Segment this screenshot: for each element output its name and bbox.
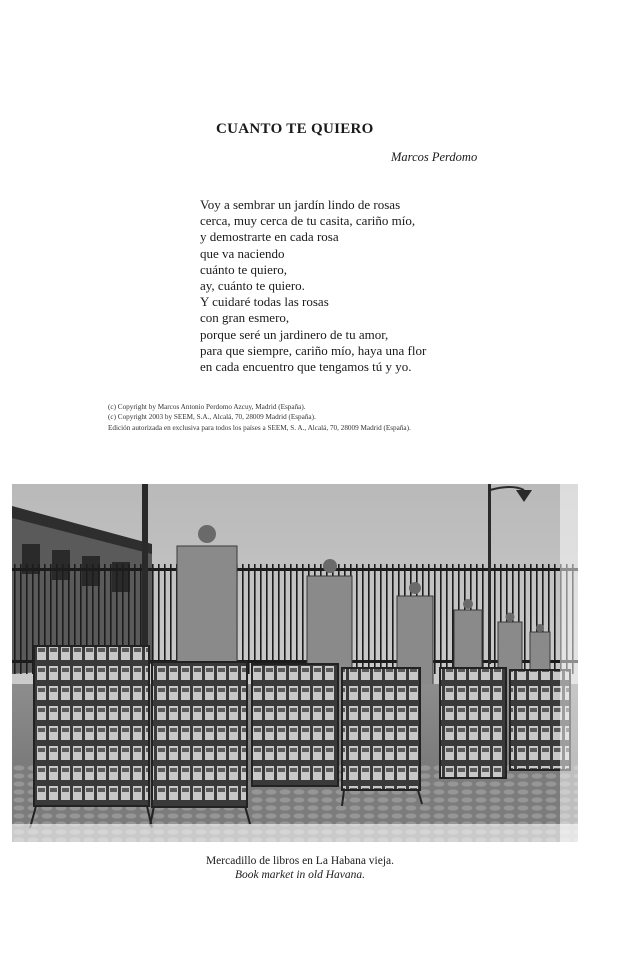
poem-body bbox=[200, 197, 426, 375]
poem-line: Y cuidaré todas las rosas bbox=[200, 294, 329, 310]
poem-line: ay, cuánto te quiero. bbox=[200, 278, 305, 294]
poem-line: y demostrarte en cada rosa bbox=[200, 229, 339, 245]
caption-spanish: Mercadillo de libros en La Habana vieja. bbox=[205, 855, 395, 867]
copyright-notice bbox=[108, 402, 411, 433]
poem-author: Marcos Perdomo bbox=[391, 150, 478, 164]
poem-title: CUANTO TE QUIERO bbox=[216, 121, 374, 137]
poem-line: porque seré un jardinero de tu amor, bbox=[200, 326, 389, 342]
copyright-line: (c) Copyright by Marcos Antonio Perdomo Azcuy, Madrid (España). bbox=[108, 403, 306, 411]
poem-line: con gran esmero, bbox=[200, 310, 290, 326]
caption-english: Book market in old Havana. bbox=[235, 869, 365, 881]
poem-line: que va naciendo bbox=[200, 245, 285, 261]
photo-caption bbox=[0, 854, 600, 882]
poem-line: cerca, muy cerca de tu casita, cariño mío, bbox=[200, 213, 416, 229]
copyright-line: Edición autorizada en exclusiva para todos los países a SEEM, S. A., Alcalá, 70, 28009 Madrid (España). bbox=[108, 423, 411, 432]
poem-line: en cada encuentro que tengamos tú y yo. bbox=[200, 359, 412, 375]
poem-line: cuánto te quiero, bbox=[200, 261, 287, 277]
book-market-photo bbox=[12, 484, 578, 842]
copyright-line: (c) Copyright 2003 by SEEM, S.A., Alcalá, 70, 28009 Madrid (España). bbox=[108, 413, 316, 422]
poem-line: para que siempre, cariño mío, haya una flor bbox=[200, 342, 427, 358]
poem-line: Voy a sembrar un jardín lindo de rosas bbox=[200, 197, 401, 212]
